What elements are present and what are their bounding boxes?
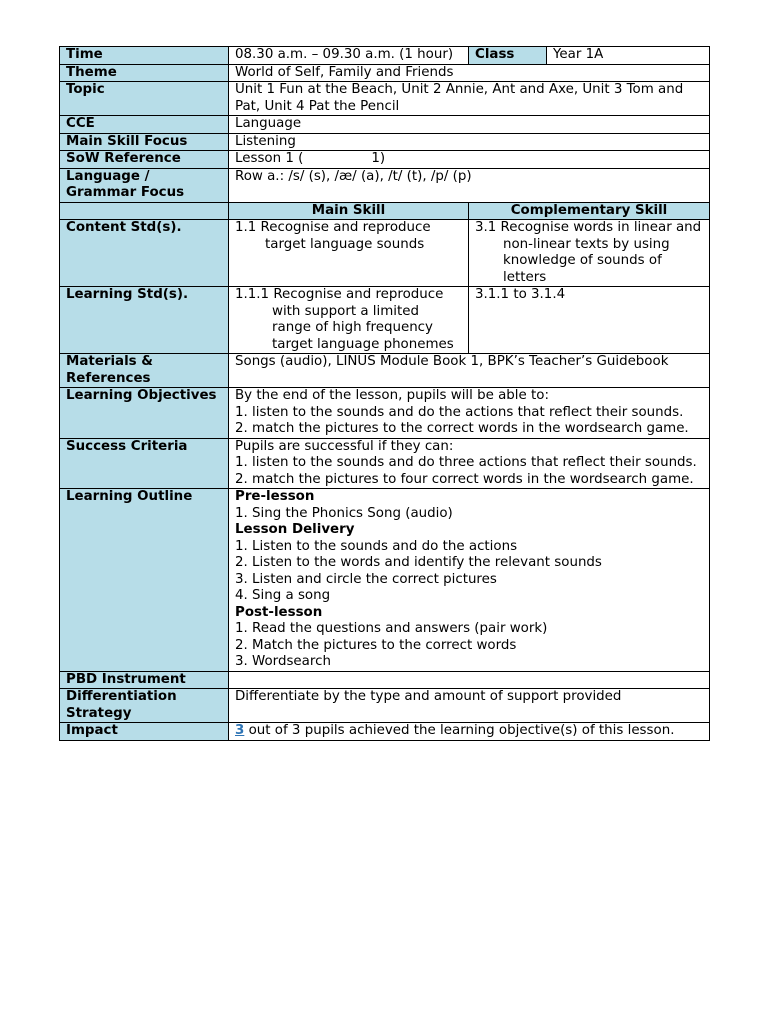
learning-std-complementary: 3.1.1 to 3.1.4	[469, 287, 710, 354]
language-focus-label: Language / Grammar Focus	[60, 168, 229, 202]
post-lesson-heading: Post-lesson	[235, 604, 323, 620]
learning-outline-value	[229, 489, 710, 672]
cce-row	[60, 116, 710, 134]
main-skill-focus-row	[60, 133, 710, 151]
topic-label: Topic	[60, 82, 229, 116]
language-focus-value: Row a.: /s/ (s), /æ/ (a), /t/ (t), /p/ (p)	[229, 168, 710, 202]
sow-reference-value	[229, 151, 710, 169]
content-std-row	[60, 220, 710, 287]
success-criteria-value	[229, 438, 710, 489]
pbd-instrument-label: PBD Instrument	[60, 671, 229, 689]
lesson-delivery-heading: Lesson Delivery	[235, 522, 355, 537]
differentiation-row	[60, 689, 710, 723]
post-lesson-item: 1. Read the questions and answers (pair work)	[235, 621, 548, 636]
complementary-skill-header: Complementary Skill	[469, 202, 710, 220]
differentiation-label: Differentiation Strategy	[60, 689, 229, 723]
learning-outline-label: Learning Outline	[60, 489, 229, 672]
impact-row	[60, 723, 710, 741]
learning-objectives-row	[60, 388, 710, 439]
main-skill-focus-label: Main Skill Focus	[60, 133, 229, 151]
success-criteria-label: Success Criteria	[60, 438, 229, 489]
topic-row	[60, 82, 710, 116]
materials-value: Songs (audio), LINUS Module Book 1, BPK’s Teacher’s Guidebook	[229, 354, 710, 388]
pre-lesson-heading: Pre-lesson	[235, 489, 315, 504]
time-value: 08.30 a.m. – 09.30 a.m. (1 hour)	[229, 47, 469, 65]
learning-objectives-label: Learning Objectives	[60, 388, 229, 439]
time-label: Time	[60, 47, 229, 65]
success-criteria-intro: Pupils are successful if they can:	[235, 438, 454, 454]
success-criterion-item: 1. listen to the sounds and do three actions that reflect their sounds.	[235, 455, 697, 470]
pbd-instrument-value	[229, 671, 710, 689]
theme-label: Theme	[60, 64, 229, 82]
differentiation-value: Differentiate by the type and amount of support provided	[229, 689, 710, 723]
lesson-delivery-item: 4. Sing a song	[235, 588, 331, 603]
success-criterion-item: 2. match the pictures to four correct words in the wordsearch game.	[235, 471, 694, 487]
content-std-complementary	[469, 220, 710, 287]
class-label: Class	[469, 47, 547, 65]
sow-reference-start: Lesson 1 (	[235, 151, 304, 166]
post-lesson-item: 2. Match the pictures to the correct words	[235, 637, 517, 653]
sow-reference-row	[60, 151, 710, 169]
main-skill-focus-value: Listening	[229, 133, 710, 151]
pupils-achieved-count[interactable]: 3	[235, 723, 245, 738]
post-lesson-item: 3. Wordsearch	[235, 654, 331, 669]
learning-std-main	[229, 287, 469, 354]
skills-header-row	[60, 202, 710, 220]
learning-objective-item: 2. match the pictures to the correct words in the wordsearch game.	[235, 421, 689, 436]
sow-reference-end: 1)	[371, 151, 386, 166]
learning-std-row	[60, 287, 710, 354]
learning-std-main-text: 1.1.1 Recognise and reproduce with support a limited range of high frequency target language phonemes	[235, 287, 454, 352]
time-row	[60, 47, 710, 65]
materials-row	[60, 354, 710, 388]
success-criteria-row	[60, 438, 710, 489]
theme-row	[60, 64, 710, 82]
learning-std-label: Learning Std(s).	[60, 287, 229, 354]
theme-value: World of Self, Family and Friends	[229, 64, 710, 82]
lesson-plan-table	[59, 46, 710, 741]
skills-header-blank	[60, 202, 229, 220]
content-std-complementary-text: 3.1 Recognise words in linear and non-linear texts by using knowledge of sounds of letters	[475, 220, 702, 285]
learning-objective-item: 1. listen to the sounds and do the actions that reflect their sounds.	[235, 404, 684, 420]
lesson-delivery-item: 1. Listen to the sounds and do the actions	[235, 538, 518, 554]
content-std-main	[229, 220, 469, 287]
learning-objectives-intro: By the end of the lesson, pupils will be able to:	[235, 388, 549, 403]
impact-text: out of 3 pupils achieved the learning objective(s) of this lesson.	[244, 723, 675, 738]
cce-label: CCE	[60, 116, 229, 134]
pbd-instrument-row	[60, 671, 710, 689]
main-skill-header: Main Skill	[229, 202, 469, 220]
lesson-delivery-item: 3. Listen and circle the correct pictures	[235, 571, 497, 587]
content-std-label: Content Std(s).	[60, 220, 229, 287]
language-focus-row	[60, 168, 710, 202]
materials-label: Materials & References	[60, 354, 229, 388]
learning-outline-row	[60, 489, 710, 672]
topic-value: Unit 1 Fun at the Beach, Unit 2 Annie, Ant and Axe, Unit 3 Tom and Pat, Unit 4 Pat the Pencil	[229, 82, 710, 116]
sow-reference-label: SoW Reference	[60, 151, 229, 169]
cce-value: Language	[229, 116, 710, 134]
learning-objectives-value	[229, 388, 710, 439]
content-std-main-text: 1.1 Recognise and reproduce target language sounds	[235, 220, 431, 252]
lesson-delivery-item: 2. Listen to the words and identify the relevant sounds	[235, 555, 602, 570]
impact-label: Impact	[60, 723, 229, 741]
class-value: Year 1A	[547, 47, 710, 65]
pre-lesson-item: 1. Sing the Phonics Song (audio)	[235, 505, 453, 521]
impact-value	[229, 723, 710, 741]
